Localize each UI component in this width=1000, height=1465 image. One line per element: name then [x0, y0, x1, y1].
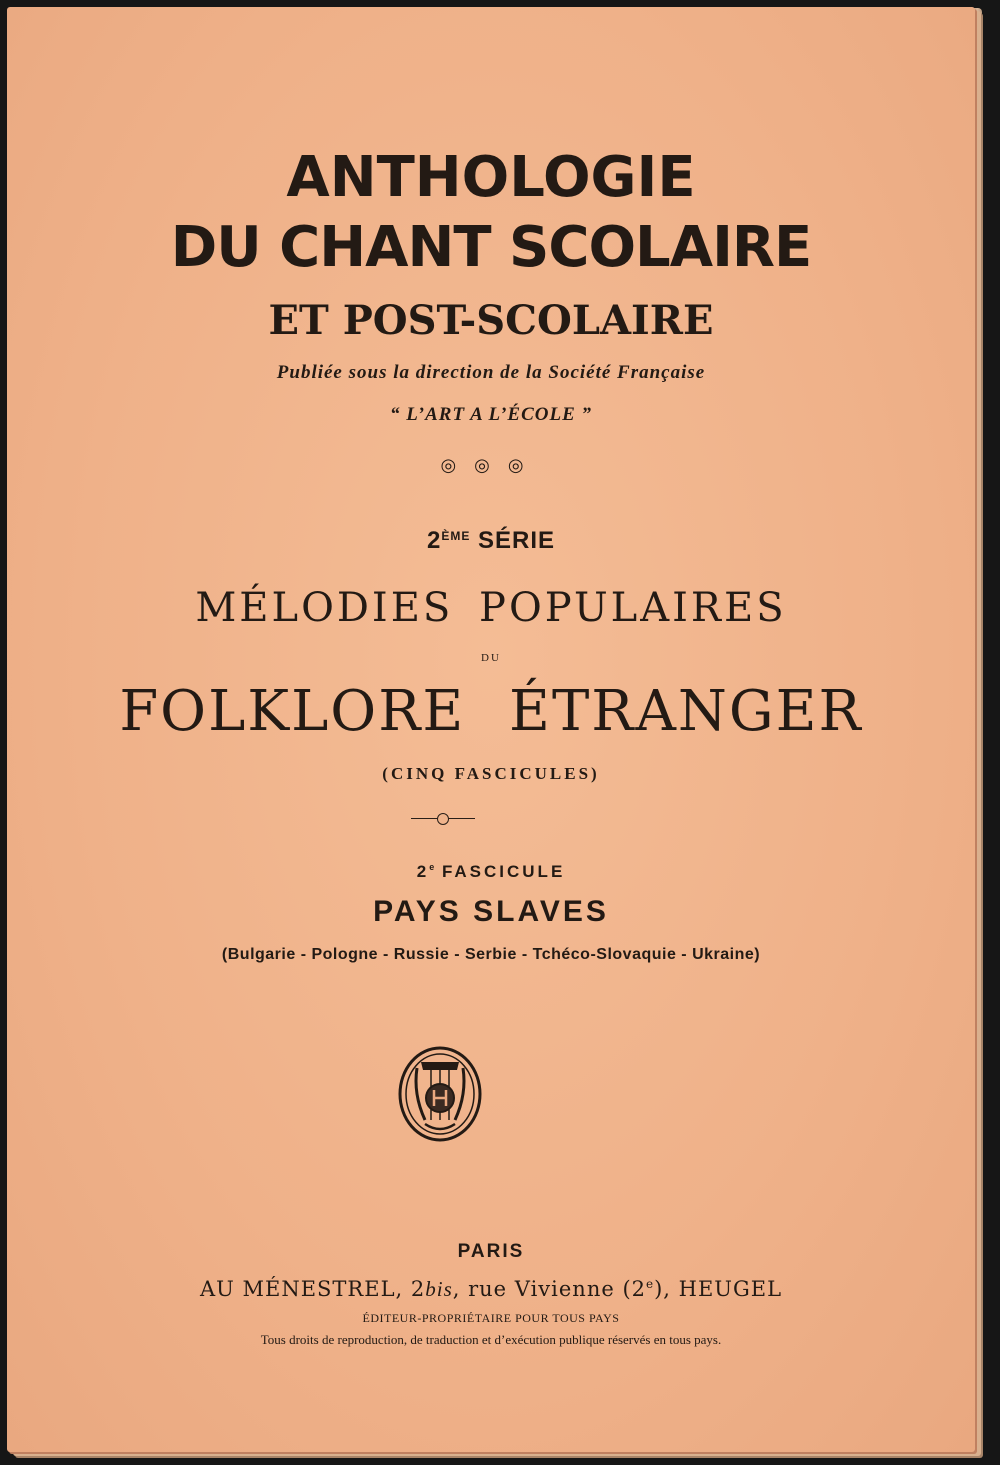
publisher-name-post: , rue Vivienne (2: [452, 1277, 646, 1301]
fascicules-count: (CINQ FASCICULES): [382, 764, 600, 783]
title-line-1: ANTHOLOGIE: [286, 145, 696, 210]
publisher-name-pre: AU MÉNESTREL, 2: [199, 1277, 426, 1301]
countries-list: (Bulgarie - Pologne - Russie - Serbie - Tchéco-Slovaquie - Ukraine): [221, 946, 761, 963]
publisher-address: [7, 1277, 975, 1302]
series-heading: [7, 527, 975, 555]
title-line-3: ET POST-SCOLAIRE: [268, 297, 714, 344]
fascicule-heading: [7, 862, 975, 882]
publisher-editeur: ÉDITEUR-PROPRIÉTAIRE POUR TOUS PAYS: [362, 1311, 620, 1325]
divider-ornament-icon: [437, 813, 449, 825]
series-number: 2: [426, 527, 442, 554]
fascicule-label: FASCICULE: [441, 862, 566, 881]
subject-heading: PAYS SLAVES: [373, 895, 609, 928]
fascicule-number: 2: [416, 862, 430, 881]
society-name: “ L’ART A L’ÉCOLE ”: [390, 404, 592, 425]
series-suffix: ÈME: [441, 529, 471, 543]
melodies-heading: MÉLODIES POPULAIRES: [195, 585, 787, 631]
publisher-arr-sup: e: [646, 1277, 655, 1291]
heugel-lyre-logo-icon: [395, 1040, 485, 1144]
title-line-2: DU CHANT SCOLAIRE: [170, 215, 812, 280]
fascicule-suffix: e: [429, 862, 435, 872]
du-text: DU: [481, 652, 501, 664]
ornament-circles-icon: ◎◎◎: [440, 455, 542, 476]
cover-page: [7, 7, 975, 1452]
publisher-name-end: ), HEUGEL: [654, 1277, 783, 1301]
series-label: SÉRIE: [478, 527, 556, 554]
rights-notice: Tous droits de reproduction, de traduction et d’exécution publique réservés en tous pays.: [260, 1332, 722, 1347]
publisher-bis: bis: [425, 1277, 453, 1301]
folklore-heading: FOLKLORE ÉTRANGER: [119, 679, 863, 744]
publisher-city: PARIS: [457, 1241, 525, 1262]
direction-text: Publiée sous la direction de la Société Française: [276, 362, 706, 383]
